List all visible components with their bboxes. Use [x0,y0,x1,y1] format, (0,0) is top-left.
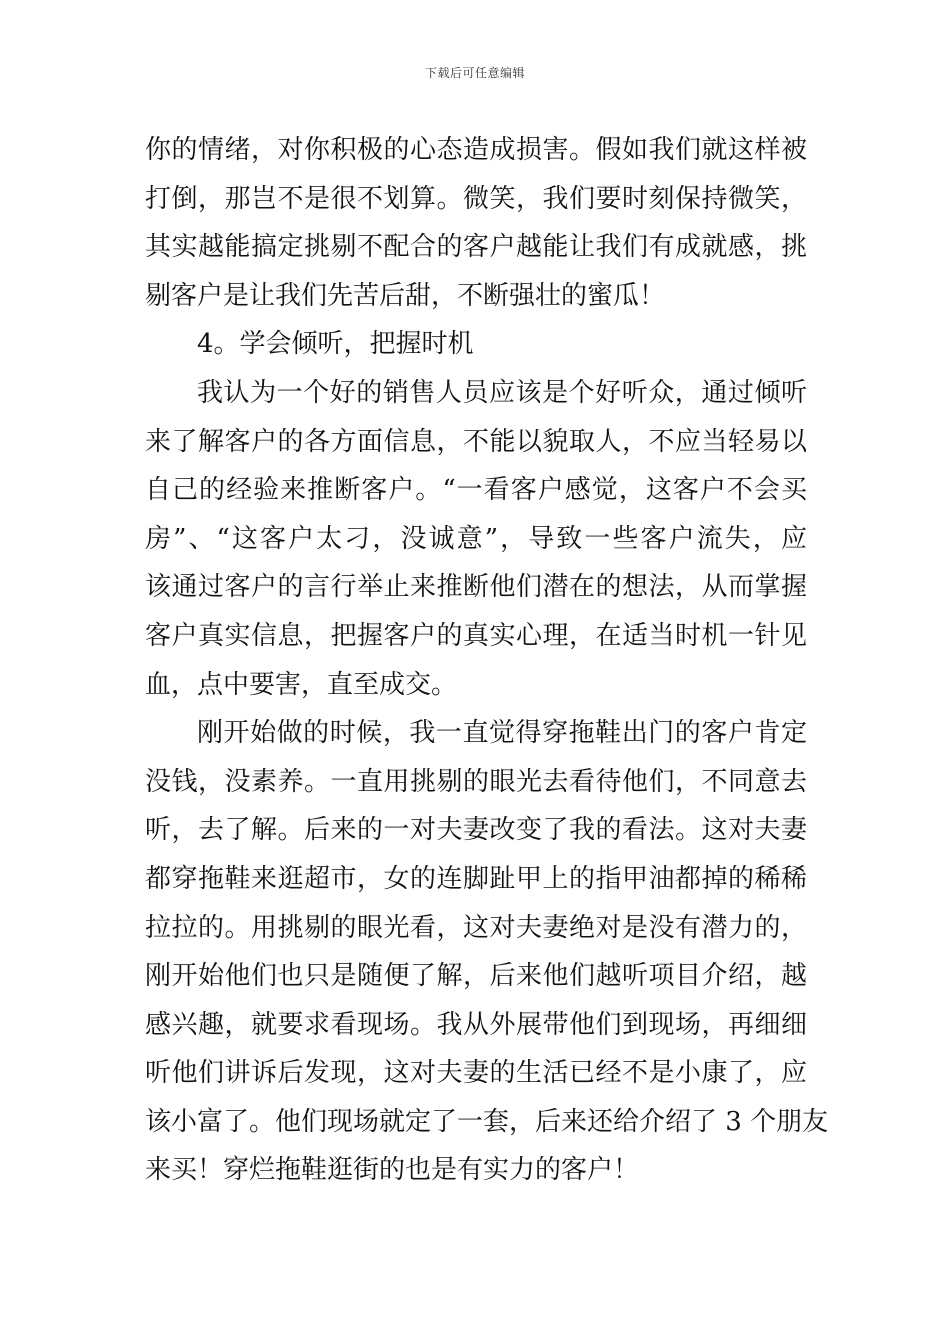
text-line: 打倒，那岂不是很不划算。微笑，我们要时刻保持微笑， [145,183,807,214]
text-line: 来了解客户的各方面信息，不能以貌取人，不应当轻易以 [145,426,807,457]
text-line: 都穿拖鞋来逛超市，女的连脚趾甲上的指甲油都掉的稀稀 [145,863,807,894]
text-line: 该小富了。他们现场就定了一套，后来还给介绍了 3 个朋友 [145,1106,829,1137]
paragraph [145,320,807,369]
text-line: 该通过客户的言行举止来推断他们潜在的想法，从而掌握 [145,572,807,603]
text-line: 自己的经验来推断客户。“一看客户感觉，这客户不会买 [145,475,807,506]
text-line: 感兴趣，就要求看现场。我从外展带他们到现场，再细细 [145,1009,807,1040]
text-line: 来买！穿烂拖鞋逛街的也是有实力的客户！ [145,1155,640,1186]
paragraph [145,126,807,320]
text-line: 剔客户是让我们先苦后甜，不断强壮的蜜瓜！ [145,280,666,311]
text-line: 刚开始他们也只是随便了解，后来他们越听项目介绍，越 [145,961,807,992]
paragraph [145,369,807,709]
text-line: 听，去了解。后来的一对夫妻改变了我的看法。这对夫妻 [145,815,807,846]
text-line: 你的情绪，对你积极的心态造成损害。假如我们就这样被 [145,135,807,165]
text-line: 刚开始做的时候，我一直觉得穿拖鞋出门的客户肯定 [197,718,807,749]
text-line: 血，点中要害，直至成交。 [145,669,458,700]
text-line: 其实越能搞定挑剔不配合的客户越能让我们有成就感，挑 [145,232,807,263]
text-line: 没钱，没素养。一直用挑剔的眼光去看待他们，不同意去 [145,766,807,797]
text-line: 4。学会倾听，把握时机 [197,329,474,360]
text-line: 听他们讲诉后发现，这对夫妻的生活已经不是小康了，应 [145,1058,807,1089]
text-line: 房”、“这客户太刁，没诚意”，导致一些客户流失，应 [145,523,807,554]
paragraph [145,709,829,1195]
page-header: 下载后可任意编辑 [424,66,525,80]
document-body [145,126,829,1195]
text-line: 客户真实信息，把握客户的真实心理，在适当时机一针见 [145,620,807,651]
text-line: 我认为一个好的销售人员应该是个好听众，通过倾听 [197,377,807,408]
text-line: 拉拉的。用挑剔的眼光看，这对夫妻绝对是没有潜力的， [145,912,807,943]
